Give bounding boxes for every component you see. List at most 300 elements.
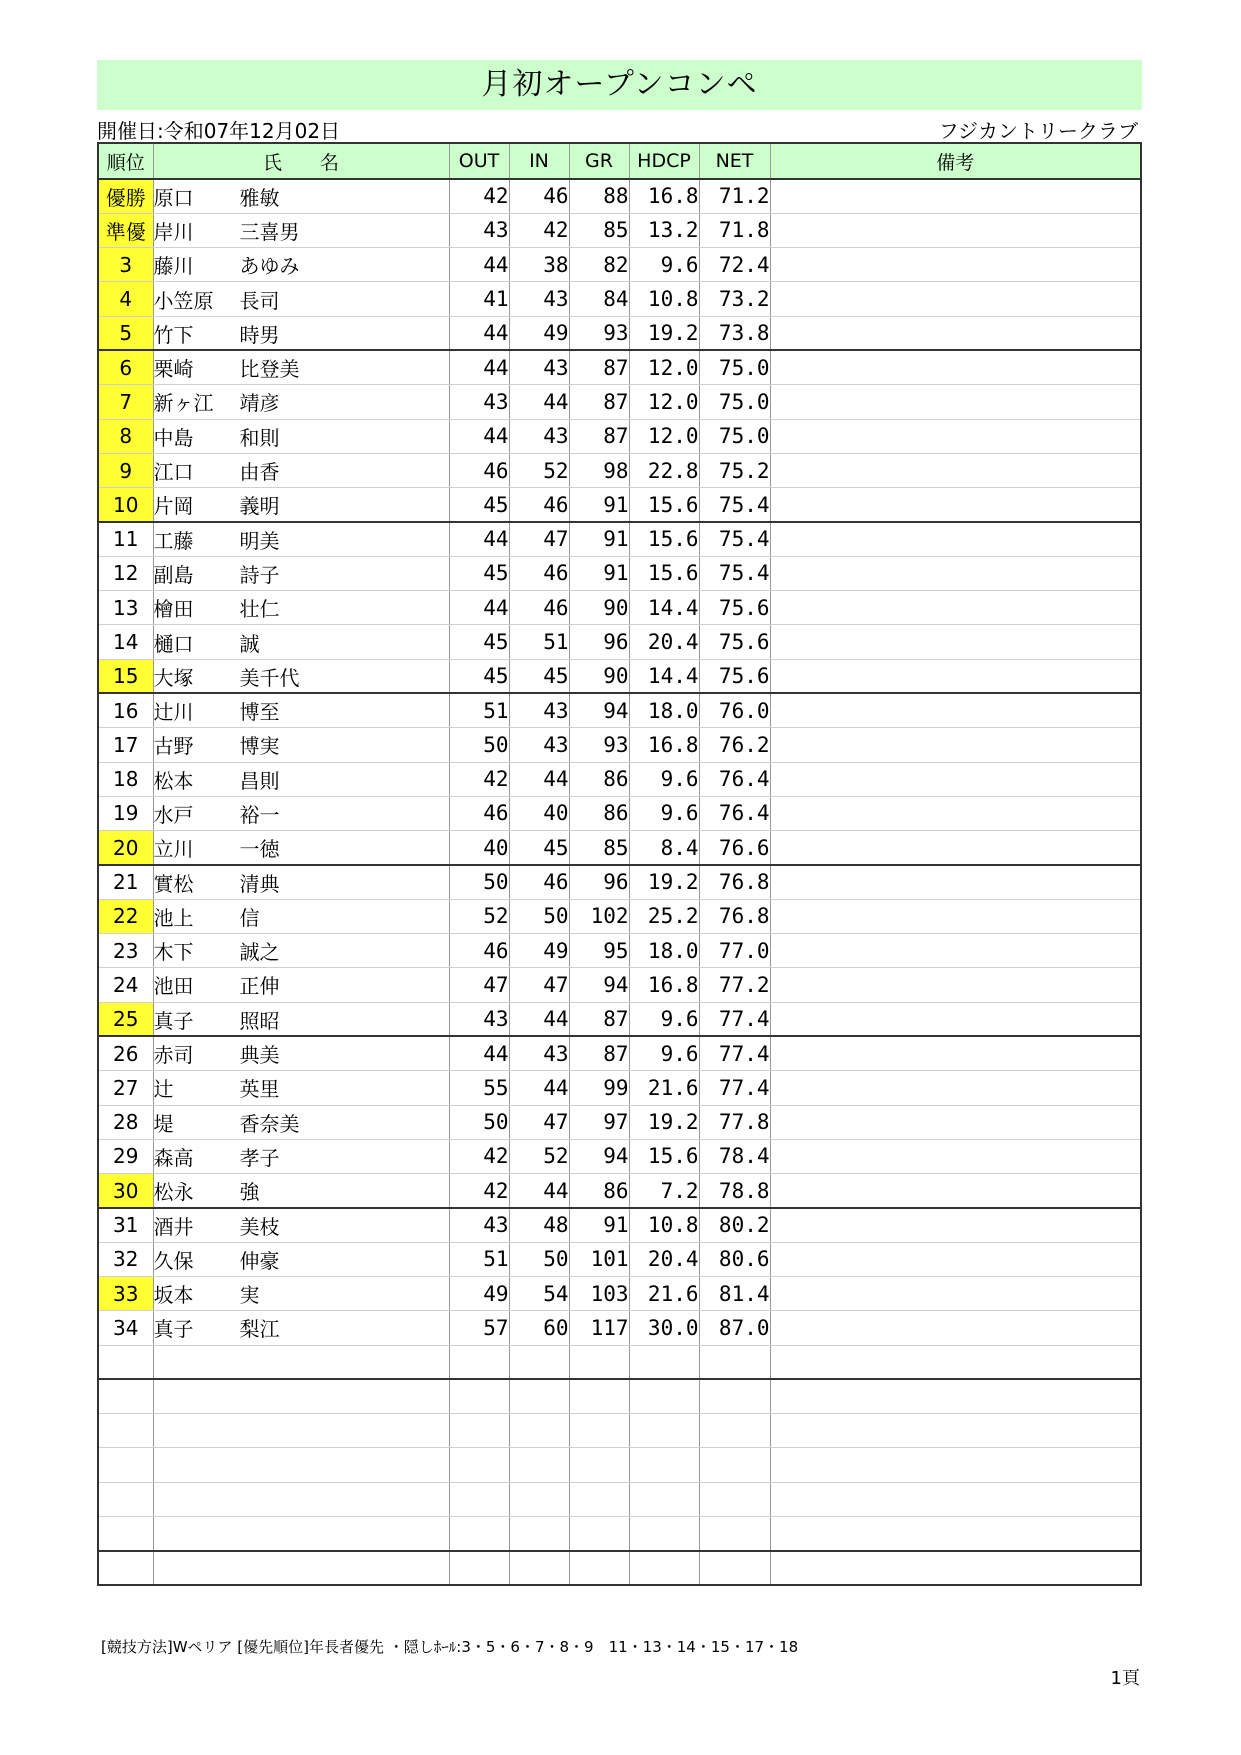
table-row	[98, 762, 1141, 796]
handicap-cell: 18.0	[629, 693, 699, 727]
table-row	[98, 419, 1141, 453]
family-name: 辻	[153, 1077, 174, 1102]
given-name: 美枝	[239, 1214, 280, 1239]
gross-score-cell: 96	[569, 865, 629, 899]
out-score-cell: 43	[449, 1002, 509, 1036]
gross-score-cell: 99	[569, 1071, 629, 1105]
gross-score-cell: 97	[569, 1105, 629, 1139]
in-score-cell	[509, 1414, 569, 1448]
family-name: 木下	[153, 940, 194, 965]
out-score-cell: 50	[449, 865, 509, 899]
out-score-cell: 42	[449, 179, 509, 213]
notes-cell	[770, 796, 1141, 830]
out-score-cell: 43	[449, 385, 509, 419]
family-name: 坂本	[153, 1283, 194, 1308]
handicap-cell	[629, 1551, 699, 1585]
family-name: 中島	[153, 425, 194, 450]
net-score-cell: 73.2	[699, 282, 770, 316]
page-number: 1頁	[1110, 1668, 1140, 1689]
player-name-cell	[153, 419, 449, 453]
rank-cell: 21	[98, 865, 153, 899]
handicap-cell: 9.6	[629, 248, 699, 282]
out-score-cell	[449, 1379, 509, 1413]
given-name: 靖彦	[239, 391, 280, 416]
player-name-cell	[153, 1345, 449, 1379]
family-name: 檜田	[153, 597, 194, 622]
gross-score-cell: 95	[569, 934, 629, 968]
out-score-cell: 52	[449, 899, 509, 933]
player-name-cell	[153, 350, 449, 384]
given-name: 誠	[239, 631, 260, 656]
in-score-cell	[509, 1345, 569, 1379]
in-score-cell: 45	[509, 831, 569, 865]
family-name: 小笠原	[153, 288, 214, 313]
family-name: 岸川	[153, 219, 194, 244]
handicap-cell: 16.8	[629, 728, 699, 762]
table-row	[98, 693, 1141, 727]
gross-score-cell: 98	[569, 453, 629, 487]
in-score-cell: 60	[509, 1311, 569, 1345]
handicap-cell: 8.4	[629, 831, 699, 865]
rank-cell: 16	[98, 693, 153, 727]
family-name: 池田	[153, 974, 194, 999]
notes-cell	[770, 1448, 1141, 1482]
given-name: 誠之	[239, 940, 280, 965]
notes-cell	[770, 1517, 1141, 1551]
rank-cell: 6	[98, 350, 153, 384]
net-score-cell	[699, 1345, 770, 1379]
notes-cell	[770, 899, 1141, 933]
handicap-cell: 9.6	[629, 796, 699, 830]
player-name-cell	[153, 1448, 449, 1482]
handicap-cell	[629, 1414, 699, 1448]
notes-cell	[770, 453, 1141, 487]
given-name: 典美	[239, 1043, 280, 1068]
handicap-cell: 15.6	[629, 488, 699, 522]
gross-score-cell: 91	[569, 488, 629, 522]
handicap-cell: 12.0	[629, 419, 699, 453]
notes-cell	[770, 659, 1141, 693]
rank-cell: 13	[98, 591, 153, 625]
table-row	[98, 1311, 1141, 1345]
in-score-cell: 46	[509, 865, 569, 899]
net-score-cell: 72.4	[699, 248, 770, 282]
table-row	[98, 899, 1141, 933]
out-score-cell: 46	[449, 796, 509, 830]
net-score-cell: 75.0	[699, 385, 770, 419]
rank-cell: 34	[98, 1311, 153, 1345]
given-name: 和則	[239, 425, 280, 450]
net-score-cell: 71.2	[699, 179, 770, 213]
rank-cell: 29	[98, 1139, 153, 1173]
in-score-cell	[509, 1379, 569, 1413]
notes-cell	[770, 1414, 1141, 1448]
handicap-cell: 22.8	[629, 453, 699, 487]
net-score-cell: 77.4	[699, 1036, 770, 1070]
player-name-cell	[153, 316, 449, 350]
results-table	[97, 142, 1142, 1586]
col-header-name: 氏 名	[153, 143, 449, 179]
in-score-cell: 54	[509, 1277, 569, 1311]
out-score-cell: 51	[449, 1242, 509, 1276]
out-score-cell: 44	[449, 350, 509, 384]
out-score-cell: 41	[449, 282, 509, 316]
out-score-cell: 45	[449, 659, 509, 693]
notes-cell	[770, 1174, 1141, 1208]
given-name: 比登美	[239, 357, 300, 382]
rank-cell: 25	[98, 1002, 153, 1036]
table-row	[98, 316, 1141, 350]
player-name-cell	[153, 282, 449, 316]
rank-cell: 12	[98, 556, 153, 590]
out-score-cell	[449, 1551, 509, 1585]
net-score-cell: 76.4	[699, 796, 770, 830]
given-name: 正伸	[239, 974, 280, 999]
handicap-cell: 12.0	[629, 350, 699, 384]
table-row	[98, 1208, 1141, 1242]
player-name-cell	[153, 1277, 449, 1311]
table-row	[98, 522, 1141, 556]
gross-score-cell: 117	[569, 1311, 629, 1345]
net-score-cell: 87.0	[699, 1311, 770, 1345]
net-score-cell: 78.8	[699, 1174, 770, 1208]
notes-cell	[770, 1551, 1141, 1585]
col-header-hdcp: HDCP	[629, 143, 699, 179]
gross-score-cell: 87	[569, 1002, 629, 1036]
net-score-cell: 77.8	[699, 1105, 770, 1139]
notes-cell	[770, 865, 1141, 899]
out-score-cell: 55	[449, 1071, 509, 1105]
table-row	[98, 385, 1141, 419]
in-score-cell	[509, 1551, 569, 1585]
table-row	[98, 728, 1141, 762]
net-score-cell: 75.0	[699, 419, 770, 453]
table-row	[98, 248, 1141, 282]
notes-cell	[770, 625, 1141, 659]
player-name-cell	[153, 1208, 449, 1242]
in-score-cell: 43	[509, 1036, 569, 1070]
table-row	[98, 179, 1141, 213]
player-name-cell	[153, 1379, 449, 1413]
player-name-cell	[153, 968, 449, 1002]
net-score-cell: 76.6	[699, 831, 770, 865]
notes-cell	[770, 1482, 1141, 1516]
handicap-cell: 13.2	[629, 213, 699, 247]
out-score-cell: 51	[449, 693, 509, 727]
handicap-cell	[629, 1379, 699, 1413]
given-name: 雅敏	[239, 185, 280, 210]
given-name: 照昭	[239, 1008, 280, 1033]
gross-score-cell	[569, 1414, 629, 1448]
player-name-cell	[153, 591, 449, 625]
handicap-cell	[629, 1482, 699, 1516]
net-score-cell	[699, 1482, 770, 1516]
player-name-cell	[153, 1105, 449, 1139]
gross-score-cell: 90	[569, 659, 629, 693]
net-score-cell: 75.6	[699, 659, 770, 693]
player-name-cell	[153, 659, 449, 693]
notes-cell	[770, 1311, 1141, 1345]
table-row	[98, 350, 1141, 384]
net-score-cell	[699, 1414, 770, 1448]
family-name: 森高	[153, 1145, 194, 1170]
rank-cell	[98, 1345, 153, 1379]
given-name: 信	[239, 905, 260, 930]
table-row	[98, 968, 1141, 1002]
in-score-cell	[509, 1482, 569, 1516]
handicap-cell: 19.2	[629, 316, 699, 350]
given-name: 清典	[239, 871, 280, 896]
gross-score-cell: 87	[569, 419, 629, 453]
handicap-cell: 12.0	[629, 385, 699, 419]
net-score-cell: 76.4	[699, 762, 770, 796]
player-name-cell	[153, 899, 449, 933]
out-score-cell	[449, 1414, 509, 1448]
player-name-cell	[153, 934, 449, 968]
given-name: 時男	[239, 322, 280, 347]
given-name: 美千代	[239, 665, 300, 690]
gross-score-cell	[569, 1448, 629, 1482]
gross-score-cell: 102	[569, 899, 629, 933]
notes-cell	[770, 248, 1141, 282]
handicap-cell: 16.8	[629, 968, 699, 1002]
table-row	[98, 488, 1141, 522]
col-header-notes: 備考	[770, 143, 1141, 179]
handicap-cell	[629, 1345, 699, 1379]
rank-cell	[98, 1379, 153, 1413]
gross-score-cell	[569, 1379, 629, 1413]
player-name-cell	[153, 1174, 449, 1208]
family-name: 古野	[153, 734, 194, 759]
family-name: 大塚	[153, 665, 194, 690]
in-score-cell: 47	[509, 968, 569, 1002]
club-name: フジカントリークラブ	[938, 119, 1138, 143]
rank-cell: 5	[98, 316, 153, 350]
rank-cell: 優勝	[98, 179, 153, 213]
player-name-cell	[153, 1414, 449, 1448]
table-header-row	[98, 143, 1141, 179]
handicap-cell: 18.0	[629, 934, 699, 968]
handicap-cell: 20.4	[629, 625, 699, 659]
in-score-cell	[509, 1517, 569, 1551]
rank-cell: 17	[98, 728, 153, 762]
notes-cell	[770, 1208, 1141, 1242]
net-score-cell: 76.8	[699, 899, 770, 933]
player-name-cell	[153, 728, 449, 762]
notes-cell	[770, 385, 1141, 419]
notes-cell	[770, 282, 1141, 316]
table-row	[98, 934, 1141, 968]
notes-cell	[770, 728, 1141, 762]
table-row	[98, 831, 1141, 865]
gross-score-cell: 94	[569, 1139, 629, 1173]
rank-cell: 19	[98, 796, 153, 830]
out-score-cell: 46	[449, 453, 509, 487]
rank-cell: 27	[98, 1071, 153, 1105]
net-score-cell	[699, 1379, 770, 1413]
handicap-cell: 15.6	[629, 1139, 699, 1173]
family-name: 片岡	[153, 494, 194, 519]
given-name: 詩子	[239, 562, 280, 587]
net-score-cell: 71.8	[699, 213, 770, 247]
in-score-cell: 45	[509, 659, 569, 693]
family-name: 竹下	[153, 322, 194, 347]
net-score-cell: 75.6	[699, 591, 770, 625]
notes-cell	[770, 1277, 1141, 1311]
rank-cell: 14	[98, 625, 153, 659]
family-name: 實松	[153, 871, 194, 896]
handicap-cell: 19.2	[629, 1105, 699, 1139]
handicap-cell: 25.2	[629, 899, 699, 933]
in-score-cell: 49	[509, 316, 569, 350]
table-row	[98, 213, 1141, 247]
net-score-cell	[699, 1551, 770, 1585]
notes-cell	[770, 1071, 1141, 1105]
family-name: 辻川	[153, 700, 194, 725]
notes-cell	[770, 1345, 1141, 1379]
gross-score-cell: 85	[569, 831, 629, 865]
family-name: 池上	[153, 905, 194, 930]
family-name: 真子	[153, 1317, 194, 1342]
handicap-cell: 9.6	[629, 762, 699, 796]
family-name: 工藤	[153, 528, 194, 553]
gross-score-cell: 87	[569, 385, 629, 419]
notes-cell	[770, 693, 1141, 727]
rank-cell	[98, 1551, 153, 1585]
gross-score-cell	[569, 1517, 629, 1551]
rank-cell: 26	[98, 1036, 153, 1070]
gross-score-cell: 91	[569, 1208, 629, 1242]
family-name: 酒井	[153, 1214, 194, 1239]
gross-score-cell: 82	[569, 248, 629, 282]
player-name-cell	[153, 762, 449, 796]
in-score-cell: 43	[509, 693, 569, 727]
col-header-gr: GR	[569, 143, 629, 179]
gross-score-cell	[569, 1551, 629, 1585]
net-score-cell: 78.4	[699, 1139, 770, 1173]
net-score-cell: 75.6	[699, 625, 770, 659]
handicap-cell: 14.4	[629, 591, 699, 625]
rank-cell: 10	[98, 488, 153, 522]
out-score-cell: 49	[449, 1277, 509, 1311]
handicap-cell: 21.6	[629, 1071, 699, 1105]
in-score-cell: 51	[509, 625, 569, 659]
results-sheet	[97, 60, 1142, 1586]
out-score-cell: 45	[449, 625, 509, 659]
gross-score-cell: 103	[569, 1277, 629, 1311]
out-score-cell: 44	[449, 419, 509, 453]
in-score-cell: 43	[509, 728, 569, 762]
in-score-cell: 47	[509, 522, 569, 556]
in-score-cell: 43	[509, 419, 569, 453]
net-score-cell: 77.4	[699, 1071, 770, 1105]
handicap-cell	[629, 1517, 699, 1551]
net-score-cell: 81.4	[699, 1277, 770, 1311]
out-score-cell: 47	[449, 968, 509, 1002]
table-row	[98, 1002, 1141, 1036]
col-header-rank: 順位	[98, 143, 153, 179]
in-score-cell: 50	[509, 899, 569, 933]
out-score-cell	[449, 1448, 509, 1482]
given-name: 実	[239, 1283, 260, 1308]
notes-cell	[770, 213, 1141, 247]
rank-cell: 4	[98, 282, 153, 316]
in-score-cell: 47	[509, 1105, 569, 1139]
out-score-cell	[449, 1517, 509, 1551]
family-name: 副島	[153, 562, 194, 587]
out-score-cell: 44	[449, 591, 509, 625]
player-name-cell	[153, 1242, 449, 1276]
out-score-cell: 45	[449, 556, 509, 590]
in-score-cell: 44	[509, 1002, 569, 1036]
notes-cell	[770, 968, 1141, 1002]
out-score-cell: 44	[449, 248, 509, 282]
gross-score-cell: 94	[569, 968, 629, 1002]
in-score-cell	[509, 1448, 569, 1482]
family-name: 松本	[153, 768, 194, 793]
gross-score-cell: 90	[569, 591, 629, 625]
table-row	[98, 556, 1141, 590]
rank-cell: 7	[98, 385, 153, 419]
in-score-cell: 46	[509, 488, 569, 522]
net-score-cell	[699, 1517, 770, 1551]
gross-score-cell: 94	[569, 693, 629, 727]
gross-score-cell: 96	[569, 625, 629, 659]
rank-cell	[98, 1517, 153, 1551]
table-row	[98, 1345, 1141, 1379]
table-row	[98, 1139, 1141, 1173]
gross-score-cell	[569, 1345, 629, 1379]
player-name-cell	[153, 693, 449, 727]
given-name: 博実	[239, 734, 280, 759]
family-name: 新ヶ江	[153, 391, 214, 416]
in-score-cell: 43	[509, 350, 569, 384]
player-name-cell	[153, 213, 449, 247]
rank-cell: 11	[98, 522, 153, 556]
page-title: 月初オープンコンペ	[97, 60, 1142, 110]
given-name: 伸豪	[239, 1248, 280, 1273]
table-row	[98, 1277, 1141, 1311]
event-date: 開催日:令和07年12月02日	[97, 119, 341, 143]
given-name: 明美	[239, 528, 280, 553]
net-score-cell: 73.8	[699, 316, 770, 350]
out-score-cell: 45	[449, 488, 509, 522]
table-row	[98, 1105, 1141, 1139]
family-name: 立川	[153, 837, 194, 862]
given-name: 博至	[239, 700, 280, 725]
given-name: 孝子	[239, 1145, 280, 1170]
handicap-cell: 20.4	[629, 1242, 699, 1276]
table-row	[98, 282, 1141, 316]
rank-cell: 28	[98, 1105, 153, 1139]
handicap-cell: 19.2	[629, 865, 699, 899]
given-name: 三喜男	[239, 219, 300, 244]
in-score-cell: 42	[509, 213, 569, 247]
player-name-cell	[153, 1482, 449, 1516]
in-score-cell: 40	[509, 796, 569, 830]
in-score-cell: 49	[509, 934, 569, 968]
player-name-cell	[153, 179, 449, 213]
table-row	[98, 1551, 1141, 1585]
player-name-cell	[153, 1002, 449, 1036]
handicap-cell: 21.6	[629, 1277, 699, 1311]
player-name-cell	[153, 453, 449, 487]
handicap-cell: 7.2	[629, 1174, 699, 1208]
given-name: 義明	[239, 494, 280, 519]
out-score-cell: 43	[449, 1208, 509, 1242]
given-name: 昌則	[239, 768, 280, 793]
notes-cell	[770, 1105, 1141, 1139]
